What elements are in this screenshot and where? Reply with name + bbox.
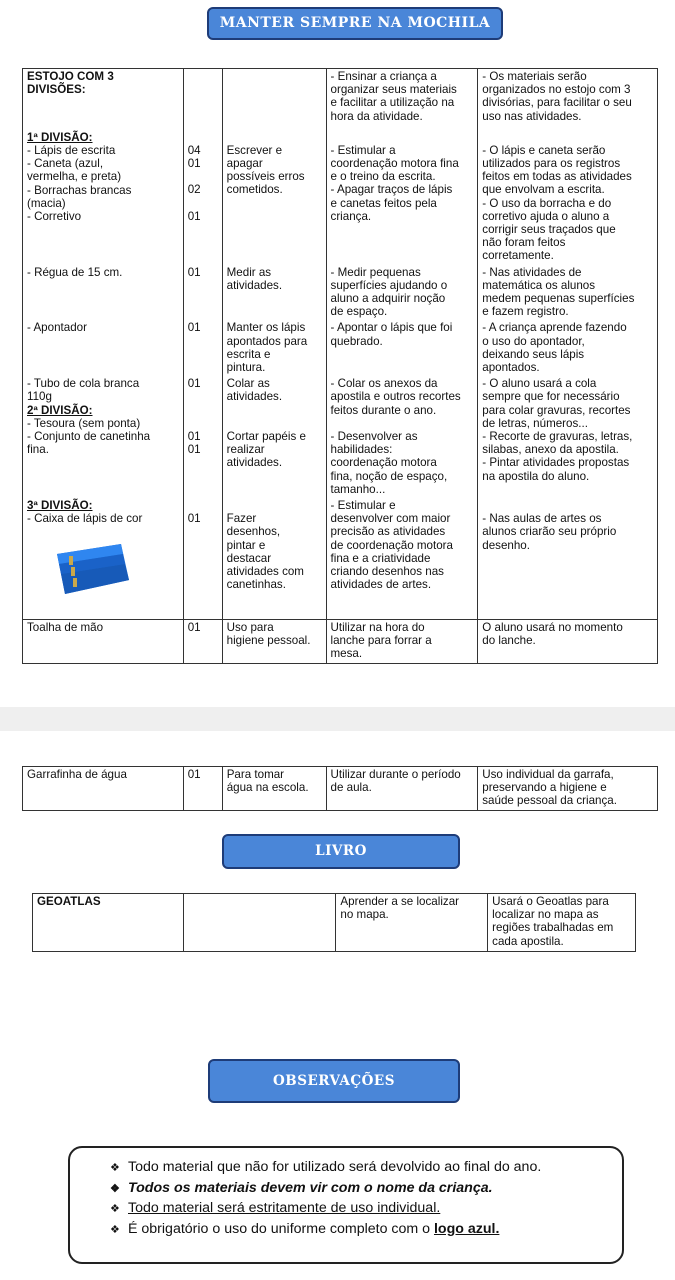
apontador-purpose: - Apontar o lápis que foi quebrado. [330, 321, 453, 348]
title-banner [207, 7, 503, 40]
livro-title: LIVRO [315, 843, 367, 859]
cola-qty: 01 [187, 377, 201, 391]
regua-note: - Nas atividades de matemática os alunos medem pequenas superfícies e fazem registro. [482, 265, 635, 319]
pencil-case-image [51, 540, 131, 598]
cola-item: - Tubo de cola branca 110g [27, 377, 140, 404]
diamond-bullet-icon: ❖ [110, 1182, 120, 1195]
div1-items: - Lápis de escrita - Caneta (azul, vermelha, e preta) - Borrachas brancas (macia) - Corretivo [27, 144, 132, 224]
cola-note: - O aluno usará a cola sempre que for necessário para colar gravuras, recortes de letras, números... [482, 377, 631, 430]
garrafa-note: Uso individual da garrafa, preservando a higiene e saúde pessoal da criança. [482, 768, 617, 808]
div1-qty: 04 01 02 01 [187, 143, 201, 223]
toalha-item: Toalha de mão [23, 620, 184, 664]
toalha-note: O aluno usará no momento do lanche. [482, 621, 623, 648]
list-item: ❖ É obrigatório o uso do uniforme completo com o logo azul. [110, 1220, 622, 1241]
div1-use: Escrever e apagar possíveis erros cometidos. [226, 143, 305, 197]
div2-title: 2ª DIVISÃO: [27, 403, 93, 417]
cola-use: Colar as atividades. [226, 377, 283, 404]
garrafa-table [22, 766, 658, 811]
apontador-note: - A criança aprende fazendo o uso do apontador, deixando seus lápis apontados. [482, 321, 627, 375]
garrafa-qty: 01 [183, 767, 222, 811]
table-row [23, 376, 658, 498]
list-item: ❖ Todo material que não for utilizado será devolvido ao final do ano. [110, 1158, 622, 1179]
div3-title: 3ª DIVISÃO: [27, 499, 93, 513]
div3-purpose: - Estimular e desenvolver com maior precisão as atividades de coordenação motora fina e a criatividade criando desenhos nas atividades de artes. [330, 499, 453, 592]
diamond-bullet-icon: ❖ [110, 1223, 120, 1236]
observacoes-banner [208, 1059, 460, 1103]
materials-table [22, 68, 658, 664]
div2-use: Cortar papéis e realizar atividades. [226, 430, 306, 470]
table-row [23, 265, 658, 321]
div3-qty: 01 [183, 498, 222, 620]
regua-purpose: - Medir pequenas superfícies ajudando o aluno a adquirir noção de espaço. [330, 265, 448, 319]
toalha-purpose: Utilizar na hora do lanche para forrar a mesa. [330, 621, 432, 661]
cola-purpose: - Colar os anexos da apostila e outros recortes feitos durante o ano. [330, 377, 461, 417]
list-item: ❖ Todos os materiais devem vir com o nome da criança. [110, 1179, 622, 1200]
table-row [23, 498, 658, 620]
estojo-title: ESTOJO COM 3 DIVISÕES: [27, 70, 114, 97]
estojo-purpose: - Ensinar a criança a organizar seus materiais e facilitar a utilização na hora da atividade. [330, 70, 457, 123]
regua-qty: 01 [183, 265, 222, 321]
apontador-use: Manter os lápis apontados para escrita e pintura. [226, 321, 308, 375]
livro-item: GEOATLAS [33, 894, 184, 952]
table-row [23, 620, 658, 664]
div1-note: - O lápis e caneta serão utilizados para os registros feitos em todas as atividades que envolvam a escrita. - O uso da borracha e do corretivo ajuda o aluno a corrigir seus traçados que não foram feitos corretamente. [482, 143, 632, 263]
div2-qty: 01 01 [187, 430, 201, 457]
div3-item: - Caixa de lápis de cor [27, 512, 143, 526]
regua-use: Medir as atividades. [226, 265, 283, 292]
garrafa-use: Para tomar água na escola. [226, 768, 309, 795]
page-separator [0, 707, 675, 731]
garrafa-purpose: Utilizar durante o período de aula. [330, 768, 461, 795]
logo-azul-text: logo azul. [433, 1220, 500, 1237]
livro-table [32, 893, 636, 952]
livro-note: Usará o Geoatlas para localizar no mapa as regiões trabalhadas em cada apostila. [492, 895, 614, 948]
table-row [23, 125, 658, 265]
apontador-qty: 01 [183, 320, 222, 376]
diamond-bullet-icon: ❖ [110, 1203, 120, 1215]
div3-note: - Nas aulas de artes os alunos criarão seu próprio desenho. [482, 512, 617, 552]
toalha-use: Uso para higiene pessoal. [226, 621, 311, 648]
div2-purpose: - Desenvolver as habilidades: coordenação motora fina, noção de espaço, tamanho... [330, 430, 448, 496]
toalha-qty: 01 [183, 620, 222, 664]
garrafa-item: Garrafinha de água [23, 767, 184, 811]
regua-item: - Régua de 15 cm. [23, 265, 184, 321]
div2-items: - Tesoura (sem ponta) - Conjunto de canetinha fina. [27, 416, 151, 457]
table-row [23, 320, 658, 376]
div3-use: Fazer desenhos, pintar e destacar atividades com canetinhas. [226, 512, 304, 592]
diamond-bullet-icon: ❖ [110, 1162, 120, 1174]
table-row [23, 69, 658, 125]
div1-title: 1ª DIVISÃO: [27, 130, 93, 144]
livro-banner [222, 834, 460, 869]
div1-purpose: - Estimular a coordenação motora fina e o treino da escrita. - Apagar traços de lápis e canetas feitos pela criança. [330, 143, 459, 223]
table-row [33, 894, 636, 952]
page-title: MANTER SEMPRE NA MOCHILA [219, 15, 491, 31]
estojo-note: - Os materiais serão organizados no estojo com 3 divisórias, para facilitar o seu uso nas atividades. [482, 70, 632, 123]
list-item: ❖ Todo material será estritamente de uso individual. [110, 1199, 622, 1220]
table-row [23, 767, 658, 811]
div2-note: - Recorte de gravuras, letras, silabas, anexo da apostila. - Pintar atividades propostas na apostila do aluno. [482, 430, 633, 483]
livro-purpose: Aprender a se localizar no mapa. [340, 895, 459, 922]
apontador-item: - Apontador [23, 320, 184, 376]
observacoes-box [68, 1146, 624, 1264]
observacoes-title: OBSERVAÇÕES [273, 1073, 395, 1089]
